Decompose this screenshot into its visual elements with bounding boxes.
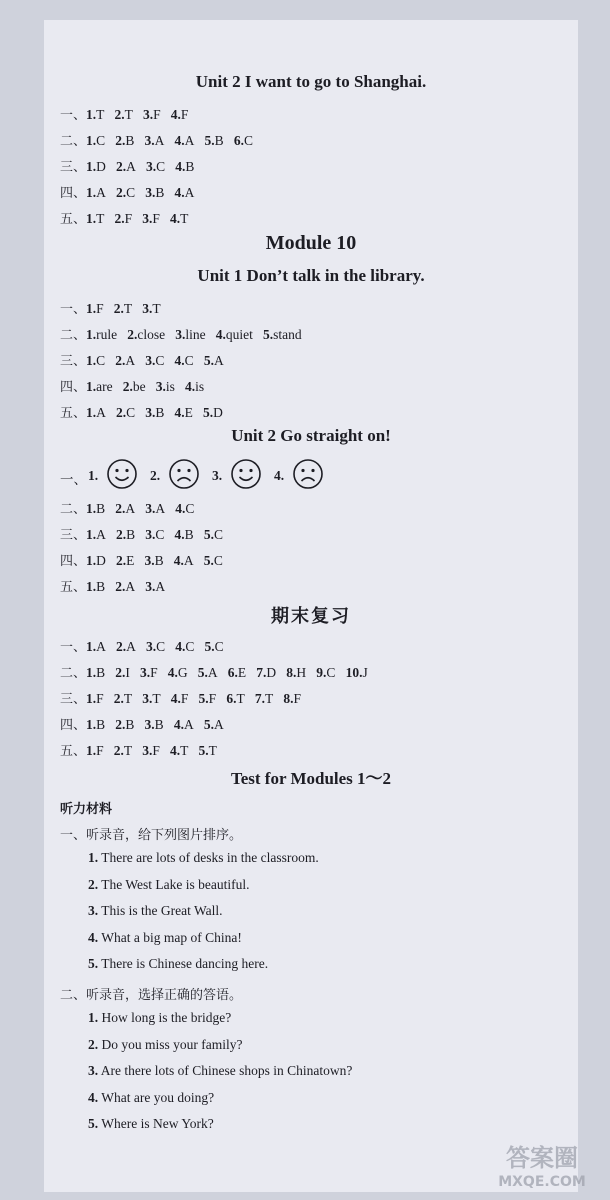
item-text: There is Chinese dancing here. <box>101 956 269 971</box>
answer-number: 10. <box>345 665 363 680</box>
question-group-prefix: 一、 <box>60 640 87 655</box>
answer-value: T <box>180 743 189 758</box>
answer-number: 4. <box>175 159 186 174</box>
face-num-2: 2. <box>150 468 161 483</box>
smiley-face-icon <box>230 458 262 490</box>
answer-number: 1. <box>86 353 97 368</box>
answer-value: C <box>243 133 253 148</box>
answer-number: 1. <box>86 553 97 568</box>
answer-value: B <box>96 501 106 516</box>
face-num-1: 1. <box>88 468 99 483</box>
answer-value: A <box>126 159 136 174</box>
answer-number: 2. <box>127 327 138 342</box>
answer-number: 1. <box>86 639 97 654</box>
listening-item <box>88 1063 352 1079</box>
answer-value: J <box>362 665 368 680</box>
answer-number: 6. <box>227 665 238 680</box>
answer-value: B <box>154 553 164 568</box>
answer-value: F <box>293 691 301 706</box>
answer-value: H <box>296 665 307 680</box>
answer-value: B <box>185 159 195 174</box>
answer-number: 3. <box>144 717 155 732</box>
item-text: There are lots of desks in the classroom. <box>101 850 319 865</box>
answer-number: 3. <box>145 353 156 368</box>
answer-value: T <box>236 691 245 706</box>
answer-value: stand <box>273 327 302 342</box>
answer-number: 2. <box>116 185 127 200</box>
svg-text:MXQE.COM: MXQE.COM <box>498 1174 586 1190</box>
listening-item <box>88 1090 214 1106</box>
answer-number: 3. <box>142 211 153 226</box>
answer-number: 3. <box>146 639 157 654</box>
question-group-prefix: 五、 <box>60 580 87 595</box>
question-group-prefix: 二、 <box>60 502 87 517</box>
answer-value: F <box>96 743 104 758</box>
svg-text:答案圈: 答案圈 <box>506 1144 578 1172</box>
answer-number: 3. <box>145 501 156 516</box>
answer-number: 2. <box>116 405 127 420</box>
answer-number: 5. <box>204 639 215 654</box>
answer-number: 2. <box>113 301 124 316</box>
answer-page <box>44 20 578 1192</box>
answer-number: 2. <box>113 691 124 706</box>
answer-value: T <box>123 301 133 316</box>
answer-number: 5. <box>198 691 209 706</box>
answer-value: D <box>213 405 223 420</box>
answer-number: 2. <box>114 211 125 226</box>
answer-value: T <box>180 211 189 226</box>
answer-number: 5. <box>203 717 214 732</box>
question-group-prefix: 一、 <box>60 108 87 123</box>
answer-value: B <box>154 717 164 732</box>
answer-value: F <box>180 107 189 122</box>
item-number: 4. <box>88 1089 99 1105</box>
answer-number: 5. <box>203 405 214 420</box>
item-number: 4. <box>88 929 99 945</box>
answer-number: 2. <box>116 553 127 568</box>
answer-number: 3. <box>144 553 155 568</box>
answer-value: T <box>123 743 133 758</box>
answer-value: F <box>208 691 217 706</box>
answer-value: C <box>155 527 165 542</box>
answer-number: 4. <box>174 527 185 542</box>
answer-row <box>60 376 204 395</box>
answer-number: 1. <box>86 665 97 680</box>
answer-number: 5. <box>203 527 214 542</box>
answer-number: 3. <box>144 133 155 148</box>
listening-item <box>88 903 223 919</box>
answer-number: 2. <box>116 639 127 654</box>
answer-row <box>60 524 223 543</box>
answer-value: A <box>183 717 194 732</box>
answer-value: A <box>184 185 195 200</box>
answer-value: E <box>237 665 247 680</box>
answer-number: 4. <box>174 405 185 420</box>
answer-number: 7. <box>256 665 267 680</box>
answer-row <box>60 208 188 227</box>
question-group-prefix: 二、 <box>60 328 87 343</box>
question-group-prefix: 四、 <box>60 380 87 395</box>
answer-number: 4. <box>185 379 196 394</box>
listening-item <box>88 930 242 946</box>
answer-number: 5. <box>204 133 215 148</box>
answer-value: C <box>96 353 106 368</box>
question-group-prefix: 四、 <box>60 718 87 733</box>
listening-item <box>88 1010 231 1026</box>
answer-value: A <box>125 579 136 594</box>
answer-number: 4. <box>173 717 184 732</box>
answer-number: 1. <box>86 405 97 420</box>
answer-value: A <box>96 185 106 200</box>
answer-value: D <box>266 665 277 680</box>
answer-number: 2. <box>115 665 126 680</box>
answer-value: F <box>124 211 133 226</box>
question-group-prefix: 二、 <box>60 666 87 681</box>
answer-number: 1. <box>86 327 97 342</box>
answer-value: A <box>213 717 224 732</box>
listening-item <box>88 956 268 972</box>
listening-part2-title: 二、听录音，选择正确的答语。 <box>60 988 243 1003</box>
answer-number: 1. <box>86 107 97 122</box>
unit2-heading: Unit 2 I want to go to Shanghai. <box>195 72 427 91</box>
answer-value: G <box>177 665 188 680</box>
answer-number: 1. <box>86 379 97 394</box>
answer-number: 5. <box>197 665 208 680</box>
answer-number: 4. <box>174 185 185 200</box>
answer-value: E <box>126 553 135 568</box>
answer-value: T <box>124 107 133 122</box>
answer-row <box>60 130 253 149</box>
answer-number: 8. <box>283 691 294 706</box>
answer-number: 4. <box>175 639 186 654</box>
answer-number: 2. <box>113 743 124 758</box>
answer-value: quiet <box>225 327 253 342</box>
answer-row <box>60 324 302 343</box>
item-number: 2. <box>88 1036 99 1052</box>
answer-value: C <box>185 501 195 516</box>
answer-row <box>60 498 194 517</box>
answer-number: 4. <box>175 501 186 516</box>
answer-number: 3. <box>146 159 157 174</box>
answer-value: is <box>165 379 175 394</box>
answer-row <box>60 636 224 655</box>
answer-number: 3. <box>145 405 156 420</box>
answer-value: A <box>126 639 136 654</box>
answer-number: 4. <box>170 211 181 226</box>
question-group-prefix: 二、 <box>60 134 87 149</box>
answer-number: 1. <box>86 159 97 174</box>
answer-number: 4. <box>170 107 181 122</box>
answer-number: 1. <box>86 717 97 732</box>
listening-item <box>88 850 319 866</box>
answer-value: F <box>150 665 158 680</box>
answer-number: 4. <box>167 665 178 680</box>
answer-value: C <box>156 639 166 654</box>
answer-number: 3. <box>140 665 151 680</box>
answer-number: 3. <box>143 107 154 122</box>
answer-value: are <box>96 379 113 394</box>
answer-number: 2. <box>115 133 126 148</box>
answer-value: F <box>180 691 189 706</box>
answer-value: B <box>96 579 106 594</box>
answer-number: 5. <box>263 327 274 342</box>
answer-number: 5. <box>198 743 209 758</box>
item-number: 5. <box>88 1116 99 1131</box>
answer-number: 2. <box>115 353 126 368</box>
answer-value: A <box>207 665 218 680</box>
answer-number: 6. <box>233 133 244 148</box>
item-number: 3. <box>88 1063 99 1078</box>
answer-value: B <box>125 133 135 148</box>
answer-value: T <box>264 691 274 706</box>
answer-row <box>60 576 165 595</box>
answer-value: T <box>123 691 133 706</box>
answer-value: B <box>184 527 194 542</box>
answer-number: 3. <box>155 379 166 394</box>
answer-number: 1. <box>86 691 97 706</box>
question-group-prefix: 五、 <box>60 212 87 227</box>
answer-number: 2. <box>116 527 127 542</box>
question-group-prefix: 五、 <box>60 406 87 421</box>
answer-number: 3. <box>142 301 153 316</box>
answer-number: 6. <box>226 691 237 706</box>
item-text: This is the Great Wall. <box>101 903 223 918</box>
answer-value: F <box>96 301 104 316</box>
answer-value: A <box>96 405 106 420</box>
answer-value: T <box>152 301 161 316</box>
answer-row <box>60 550 223 569</box>
m10-unit1-heading: Unit 1 Don’t talk in the library. <box>197 266 425 285</box>
m10-unit2-heading: Unit 2 Go straight on! <box>231 426 391 445</box>
face-num-3: 3. <box>212 468 223 483</box>
answer-value: A <box>213 353 224 368</box>
answer-number: 5. <box>203 553 214 568</box>
answer-value: C <box>214 639 224 654</box>
answer-value: C <box>96 133 106 148</box>
answer-value: C <box>155 353 165 368</box>
question-group-prefix: 三、 <box>60 160 87 175</box>
answer-number: 4. <box>215 327 226 342</box>
answer-number: 7. <box>254 691 265 706</box>
answer-value: T <box>152 691 161 706</box>
answer-value: T <box>96 107 105 122</box>
answer-number: 4. <box>174 133 185 148</box>
answer-value: close <box>137 327 166 342</box>
answer-number: 3. <box>145 579 156 594</box>
answer-value: C <box>213 553 223 568</box>
answer-value: B <box>155 185 165 200</box>
item-text: What a big map of China! <box>101 929 242 945</box>
answer-row <box>60 402 223 421</box>
answer-value: A <box>96 639 106 654</box>
answer-value: line <box>185 327 206 342</box>
answer-number: 3. <box>142 743 153 758</box>
answer-number: 4. <box>170 743 181 758</box>
answer-number: 2. <box>122 379 133 394</box>
answer-number: 4. <box>170 691 181 706</box>
answer-value: B <box>125 717 135 732</box>
item-number: 1. <box>88 1010 99 1025</box>
answer-value: C <box>326 665 336 680</box>
answer-value: B <box>214 133 224 148</box>
answer-value: C <box>126 185 136 200</box>
answer-number: 3. <box>142 691 153 706</box>
answer-value: be <box>132 379 146 394</box>
question-group-prefix: 一、 <box>60 302 87 317</box>
item-number: 3. <box>88 903 99 918</box>
answer-value: F <box>96 691 104 706</box>
answer-number: 4. <box>174 353 185 368</box>
listening-item <box>88 1037 243 1053</box>
face-answers-row <box>60 458 380 494</box>
answer-number: 2. <box>115 717 126 732</box>
answer-number: 1. <box>86 185 97 200</box>
answer-number: 1. <box>86 301 97 316</box>
answer-value: F <box>153 107 161 122</box>
question-group-prefix: 三、 <box>60 692 87 707</box>
question-group-prefix: 四、 <box>60 186 87 201</box>
answer-number: 2. <box>116 159 127 174</box>
listening-item <box>88 877 250 893</box>
answer-number: 3. <box>145 185 156 200</box>
item-text: Where is New York? <box>101 1116 214 1131</box>
answer-value: A <box>155 579 166 594</box>
answer-number: 2. <box>114 107 125 122</box>
listening-item <box>88 1116 214 1132</box>
final-review-heading: 期末复习 <box>271 606 351 627</box>
item-text: What are you doing? <box>101 1089 215 1105</box>
answer-value: is <box>195 379 205 394</box>
item-number: 1. <box>88 850 99 865</box>
item-text: Do you miss your family? <box>101 1036 243 1052</box>
item-number: 5. <box>88 956 99 971</box>
face-row-prefix: 一、 <box>60 472 87 487</box>
answer-row <box>60 350 224 369</box>
answer-value: C <box>156 159 166 174</box>
answer-value: B <box>96 717 106 732</box>
answer-row <box>60 688 301 707</box>
answer-value: A <box>154 133 165 148</box>
answer-row <box>60 298 161 317</box>
answer-number: 4. <box>173 553 184 568</box>
question-group-prefix: 三、 <box>60 354 87 369</box>
watermark-logo <box>482 1138 602 1192</box>
item-text: Are there lots of Chinese shops in Chinatown? <box>100 1063 353 1078</box>
answer-number: 1. <box>86 133 97 148</box>
answer-value: rule <box>96 327 118 342</box>
answer-row <box>60 740 217 759</box>
sad-face-icon <box>292 458 324 490</box>
answer-value: I <box>125 665 130 680</box>
answer-value: A <box>96 527 106 542</box>
answer-number: 1. <box>86 211 97 226</box>
test-heading: Test for Modules 1～2 <box>230 769 392 788</box>
item-text: The West Lake is beautiful. <box>101 876 250 892</box>
answer-number: 2. <box>115 579 126 594</box>
answer-number: 1. <box>86 579 97 594</box>
answer-value: F <box>152 211 160 226</box>
answer-value: B <box>155 405 165 420</box>
answer-value: B <box>126 527 136 542</box>
smiley-face-icon <box>106 458 138 490</box>
listening-part1-title: 一、听录音，给下列图片排序。 <box>60 828 243 843</box>
answer-value: A <box>125 501 136 516</box>
answer-row <box>60 156 194 175</box>
answer-value: T <box>208 743 217 758</box>
listening-label: 听力材料 <box>60 802 113 817</box>
module10-heading: Module 10 <box>265 232 357 254</box>
answer-number: 5. <box>203 353 214 368</box>
answer-value: A <box>184 133 195 148</box>
item-number: 2. <box>88 876 99 892</box>
answer-value: C <box>184 353 194 368</box>
question-group-prefix: 四、 <box>60 554 87 569</box>
answer-number: 3. <box>175 327 186 342</box>
question-group-prefix: 三、 <box>60 528 87 543</box>
answer-value: F <box>152 743 160 758</box>
answer-value: B <box>96 665 106 680</box>
answer-value: C <box>213 527 223 542</box>
answer-number: 2. <box>115 501 126 516</box>
answer-number: 1. <box>86 501 97 516</box>
answer-value: A <box>125 353 136 368</box>
item-text: How long is the bridge? <box>101 1010 232 1025</box>
answer-number: 3. <box>145 527 156 542</box>
answer-value: T <box>96 211 105 226</box>
answer-row <box>60 104 188 123</box>
sad-face-icon <box>168 458 200 490</box>
answer-row <box>60 714 224 733</box>
answer-number: 8. <box>286 665 297 680</box>
question-group-prefix: 五、 <box>60 744 87 759</box>
face-num-4: 4. <box>274 468 285 483</box>
answer-row <box>60 182 194 201</box>
answer-number: 1. <box>86 743 97 758</box>
answer-row <box>60 662 368 681</box>
answer-value: C <box>185 639 195 654</box>
answer-value: E <box>184 405 193 420</box>
answer-value: A <box>183 553 194 568</box>
answer-value: C <box>126 405 136 420</box>
answer-value: A <box>155 501 166 516</box>
answer-number: 9. <box>316 665 327 680</box>
answer-number: 1. <box>86 527 97 542</box>
answer-value: D <box>96 553 106 568</box>
answer-value: D <box>96 159 106 174</box>
